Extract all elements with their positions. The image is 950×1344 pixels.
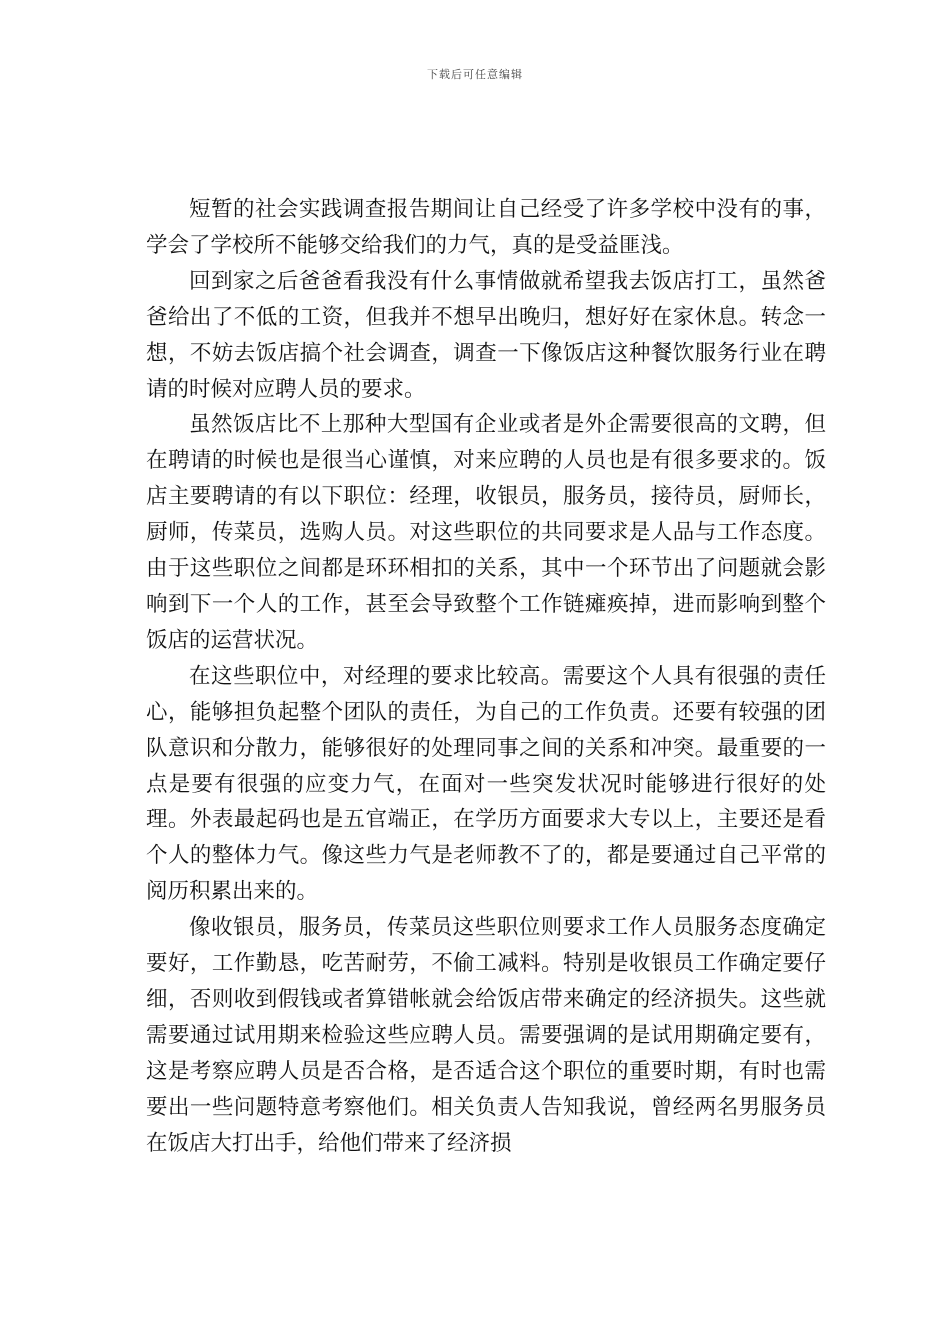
paragraph-3: 虽然饭店比不上那种大型国有企业或者是外企需要很高的文聘，但在聘请的时候也是很当心谨慎，对来应聘的人员也是有很多要求的。饭店主要聘请的有以下职位：经理，收银员，服务员，接待员，厨师长，厨师，传菜员，选购人员。对这些职位的共同要求是人品与工作态度。由于这些职位之间都是环环相扣的关系，其中一个环节出了问题就会影响到下一个人的工作，甚至会导致整个工作链瘫痪掉，进而影响到整个饭店的运营状况。 [146, 412, 826, 653]
document-body [146, 192, 826, 1161]
paragraph-2: 回到家之后爸爸看我没有什么事情做就希望我去饭店打工，虽然爸爸给出了不低的工资，但我并不想早出晚归，想好好在家休息。转念一想，不妨去饭店搞个社会调查，调查一下像饭店这种餐饮服务行业在聘请的时候对应聘人员的要求。 [146, 268, 826, 402]
paragraph-5: 像收银员，服务员，传菜员这些职位则要求工作人员服务态度确定要好，工作勤恳，吃苦耐劳，不偷工减料。特别是收银员工作确定要仔细，否则收到假钱或者算错帐就会给饭店带来确定的经济损失。这些就需要通过试用期来检验这些应聘人员。需要强调的是试用期确定要有，这是考察应聘人员是否合格，是否适合这个职位的重要时期，有时也需要出一些问题特意考察他们。相关负责人告知我说，曾经两名男服务员在饭店大打出手，给他们带来了经济损 [146, 915, 826, 1156]
paragraph-4: 在这些职位中，对经理的要求比较高。需要这个人具有很强的责任心，能够担负起整个团队的责任，为自己的工作负责。还要有较强的团队意识和分散力，能够很好的处理同事之间的关系和冲突。最重要的一点是要有很强的应变力气，在面对一些突发状况时能够进行很好的处理。外表最起码也是五官端正，在学历方面要求大专以上，主要还是看个人的整体力气。像这些力气是老师教不了的，都是要通过自己平常的阅历积累出来的。 [146, 663, 826, 905]
page-header: 下载后可任意编辑 [427, 68, 523, 81]
paragraph-1: 短暂的社会实践调查报告期间让自己经受了许多学校中没有的事，学会了学校所不能够交给我们的力气，真的是受益匪浅。 [146, 197, 826, 258]
